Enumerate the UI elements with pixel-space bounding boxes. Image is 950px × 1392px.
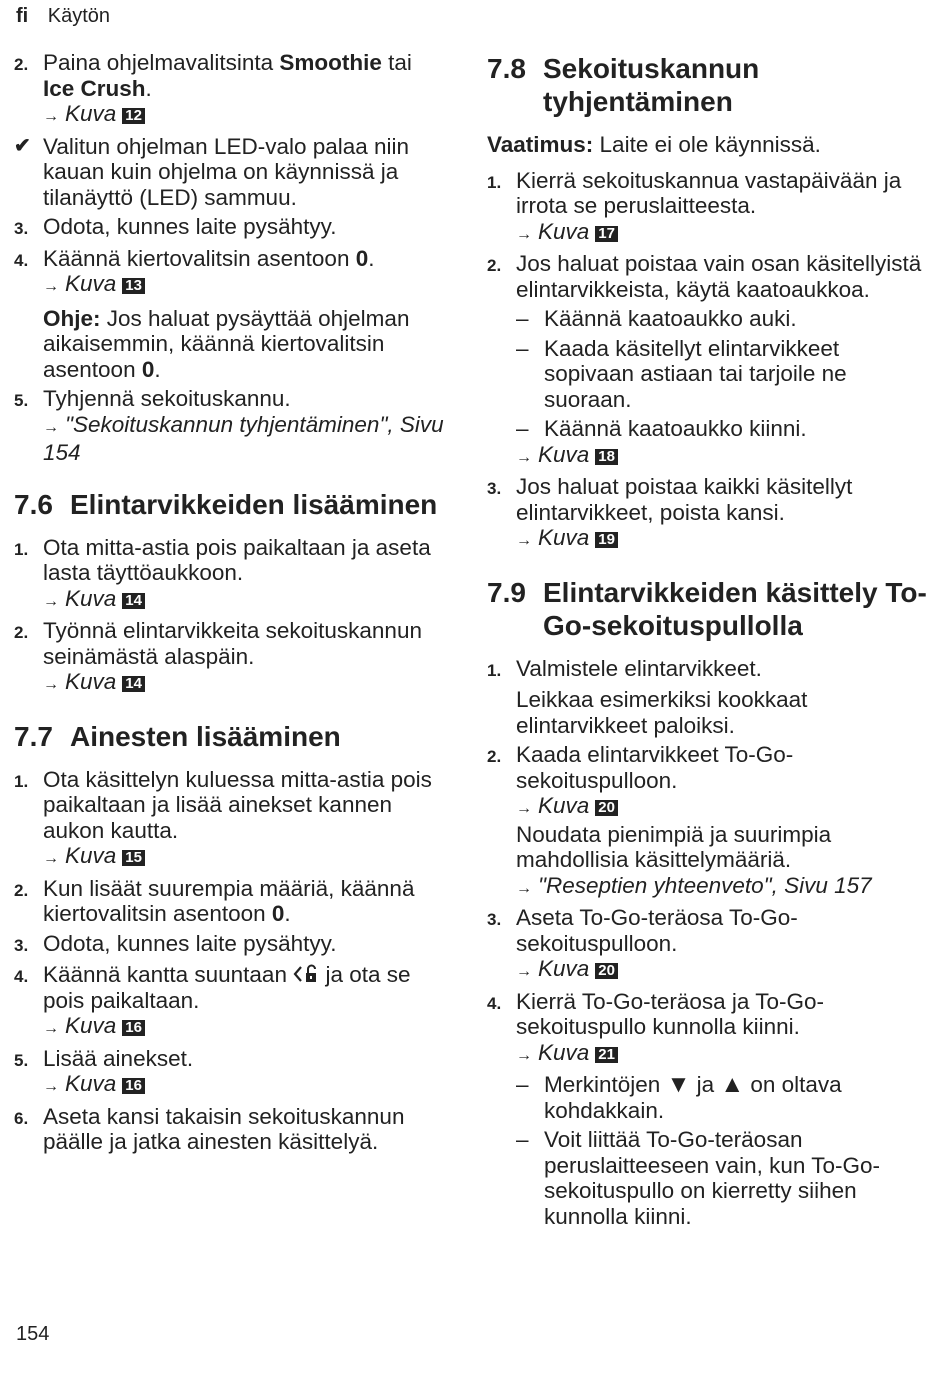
section-heading: 7.7 Ainesten lisääminen	[14, 720, 341, 752]
figure-reference: → Kuva 12	[43, 101, 145, 126]
arrow-right-icon: →	[516, 532, 532, 549]
language-code: fi	[16, 5, 29, 27]
arrow-right-icon: →	[516, 1046, 532, 1064]
arrow-right-icon: →	[516, 800, 532, 817]
figure-reference: → Kuva 18	[516, 442, 618, 467]
sub-item: – Käännä kaatoaukko kiinni.	[516, 416, 807, 441]
sub-item: – Merkintöjen ▼ ja ▲ on oltava kohdakkain.	[516, 1071, 842, 1123]
page-number: 154	[16, 1323, 50, 1345]
figure-reference: → Kuva 20	[516, 793, 618, 818]
figure-reference: → Kuva 16	[43, 1013, 145, 1038]
section-heading: 7.9 Elintarvikkeiden käsittely To-Go-sekoituspullolla	[487, 576, 927, 641]
figure-reference: → Kuva 16	[43, 1071, 145, 1096]
arrow-right-icon: →	[516, 225, 532, 243]
step-item: 2. Työnnä elintarvikkeita sekoituskannun seinämästä alaspäin. → Kuva 14	[14, 618, 422, 694]
sub-item: – Voit liittää To-Go-teräosan peruslaitteeseen vain, kun To-Go-sekoituspullo on kierretty siihen kunnolla kiinni.	[516, 1127, 881, 1229]
sub-item: – Kaada käsitellyt elintarvikkeet sopivaan astiaan tai tarjoile ne suoraan.	[516, 335, 847, 412]
figure-reference: → Kuva 17	[516, 219, 618, 244]
page-header	[16, 5, 110, 28]
step-item: 4. Kierrä To-Go-teräosa ja To-Go-sekoituspullo kunnolla kiinni. → Kuva 21 – Merkintöjen ▼ ja ▲ on oltava kohdakkain. – Voit liittää To-Go-teräosan peruslaitteeseen vain, kun To-Go-sekoituspullo on kierretty siihen kunnolla kiinni.	[487, 989, 927, 1230]
step-item: 2. Kun lisäät suurempia määriä, käännä kiertovalitsin asentoon 0.	[14, 875, 415, 926]
step-item: 1. Kierrä sekoituskannua vastapäivään ja irrota se peruslaitteesta. → Kuva 17	[487, 167, 902, 244]
figure-number: 18	[595, 449, 618, 465]
arrow-right-icon: →	[43, 278, 59, 295]
arrow-right-icon: →	[516, 963, 532, 980]
left-column	[14, 50, 444, 1159]
unlock-direction-icon	[293, 963, 319, 985]
requirement: Vaatimus: Laite ei ole käynnissä.	[487, 132, 821, 157]
section-heading: 7.8 Sekoituskannun tyhjentäminen	[487, 53, 760, 117]
figure-reference: → Kuva 13	[43, 271, 145, 296]
figure-number: 14	[122, 676, 145, 692]
step-item: 1. Ota käsittelyn kuluessa mitta-astia pois paikaltaan ja lisää ainekset kannen aukon kautta. → Kuva 15	[14, 766, 432, 868]
figure-number: 12	[122, 108, 145, 124]
arrow-right-icon: →	[43, 108, 59, 125]
arrow-right-icon: →	[43, 676, 59, 693]
figure-reference: → Kuva 14	[43, 669, 145, 694]
figure-number: 14	[122, 593, 145, 609]
figure-reference: → Kuva 20	[516, 956, 618, 981]
page-reference: → "Sekoituskannun tyhjentäminen", Sivu 154	[43, 411, 444, 465]
figure-reference: → Kuva 21	[516, 1040, 618, 1065]
step-item: 5. Tyhjennä sekoituskannu. → "Sekoituskannun tyhjentäminen", Sivu 154	[14, 386, 444, 465]
arrow-right-icon: →	[43, 418, 59, 436]
arrow-right-icon: →	[43, 1020, 59, 1037]
step-item: 6. Aseta kansi takaisin sekoituskannun päälle ja jatka ainesten käsittelyä.	[14, 1103, 405, 1154]
arrow-right-icon: →	[43, 1078, 59, 1095]
figure-number: 15	[122, 850, 145, 866]
checkmark-icon: ✔	[14, 134, 31, 157]
arrow-right-icon: →	[43, 850, 59, 867]
triangle-up-icon: ▲	[720, 1071, 745, 1098]
step-item: 3. Jos haluat poistaa kaikki käsitellyt elintarvikkeet, poista kansi. → Kuva 19	[487, 474, 853, 550]
triangle-down-icon: ▼	[666, 1071, 691, 1098]
header-title: Käytön	[47, 5, 111, 27]
arrow-right-icon: →	[516, 448, 532, 466]
figure-number: 16	[122, 1020, 145, 1036]
step-item: 1. Valmistele elintarvikkeet. Leikkaa esimerkiksi kookkaat elintarvikkeet paloiksi.	[487, 655, 808, 738]
sub-item: – Käännä kaatoaukko auki.	[516, 306, 797, 331]
figure-number: 16	[122, 1078, 145, 1094]
figure-number: 17	[595, 226, 618, 242]
figure-number: 19	[595, 532, 618, 548]
step-item: 3. Odota, kunnes laite pysähtyy.	[14, 930, 337, 956]
result-item: ✔ Valitun ohjelman LED-valo palaa niin kauan kuin ohjelma on käynnissä ja tilanäyttö (LED) sammuu.	[14, 133, 410, 210]
arrow-right-icon: →	[43, 592, 59, 610]
figure-reference: → Kuva 15	[43, 843, 145, 868]
page-reference: → "Reseptien yhteenveto", Sivu 157	[516, 872, 872, 898]
section-heading: 7.6 Elintarvikkeiden lisääminen	[14, 488, 438, 520]
step-item: 3. Aseta To-Go-teräosa To-Go-sekoituspulloon. → Kuva 20	[487, 905, 798, 981]
arrow-right-icon: →	[516, 879, 532, 897]
note: Ohje: Jos haluat pysäyttää ohjelman aikaisemmin, käännä kiertovalitsin asentoon 0.	[43, 305, 410, 382]
step-item: 5. Lisää ainekset. → Kuva 16	[14, 1045, 194, 1096]
step-item: 4. Käännä kantta suuntaan ja ota se pois paikaltaan. → Kuva 16	[14, 962, 411, 1038]
figure-reference: → Kuva 19	[516, 525, 618, 550]
figure-reference: → Kuva 14	[43, 586, 145, 611]
right-column	[487, 50, 927, 1233]
figure-number: 20	[595, 963, 618, 979]
figure-number: 13	[122, 278, 145, 294]
step-item: 3. Odota, kunnes laite pysähtyy.	[14, 214, 337, 239]
step-item: 2. Jos haluat poistaa vain osan käsitellyistä elintarvikkeista, käytä kaatoaukkoa. – Käännä kaatoaukko auki. – Kaada käsitellyt elintarvikkeet sopivaan astiaan tai tarjoile ne suoraan. – Käännä kaatoaukko kiinni. → Kuva 18	[487, 251, 927, 470]
figure-number: 20	[595, 800, 618, 816]
step-item: 1. Ota mitta-astia pois paikaltaan ja aseta lasta täyttöaukkoon. → Kuva 14	[14, 534, 431, 611]
figure-number: 21	[595, 1047, 618, 1063]
step-item: 4. Käännä kiertovalitsin asentoon 0. → Kuva 13	[14, 245, 375, 296]
step-item: 2. Kaada elintarvikkeet To-Go-sekoituspulloon. → Kuva 20 Noudata pienimpiä ja suurimpia mahdollisia käsittelymääriä. → "Reseptien yhteenveto", Sivu 157	[487, 742, 872, 898]
step-item: 2. Paina ohjelmavalitsinta Smoothie tai Ice Crush. → Kuva 12	[14, 50, 412, 126]
